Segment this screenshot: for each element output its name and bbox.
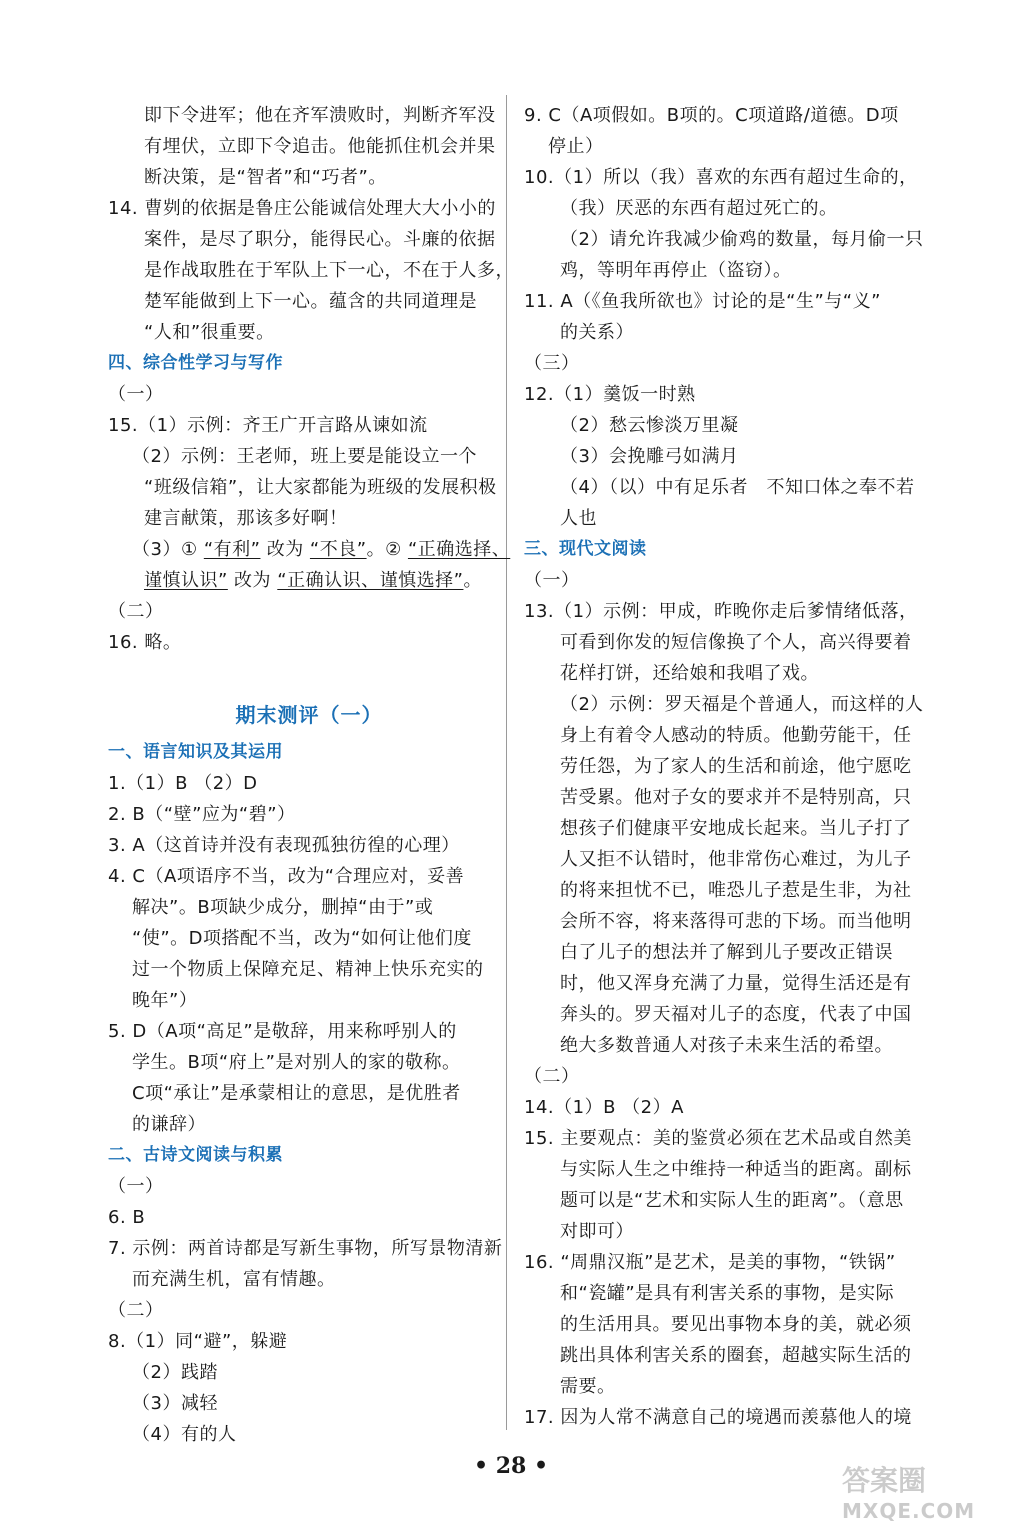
answer-line: “使”。D项搭配不当，改为“如何让他们度 <box>132 928 472 949</box>
answer-line: “班级信箱”，让大家都能为班级的发展积极 <box>144 477 497 498</box>
section-heading: 三、现代文阅读 <box>524 539 647 559</box>
right-column <box>524 100 924 1433</box>
answer-line: 人也 <box>560 508 597 529</box>
answer-line: 6. B <box>108 1207 146 1228</box>
underlined-text: “正确认识、谨慎选择” <box>277 570 464 591</box>
answer-line: 解决”。B项缺少成分，删掉“由于”或 <box>132 897 434 918</box>
answer-line: 而充满生机，富有情趣。 <box>132 1269 336 1290</box>
answer-line: 过一个物质上保障充足、精神上快乐充实的 <box>132 959 484 980</box>
inline-text: 。 <box>463 570 482 591</box>
answer-line: （二） <box>108 601 164 622</box>
q15-part3-prefix: （3）① <box>132 539 204 560</box>
answer-line: 16. 略。 <box>108 632 182 653</box>
answer-line: 9. C（A项假如。B项的。C项道路/道德。D项 <box>524 105 899 126</box>
answer-line: 奔头的。罗天福对儿子的态度，代表了中国 <box>560 1004 912 1025</box>
answer-line: 15. 主要观点：美的鉴赏必须在艺术品或自然美 <box>524 1128 912 1149</box>
answer-line: 即下令进军；他在齐军溃败时，判断齐军没 <box>144 105 496 126</box>
answer-line: 的生活用具。要见出事物本身的美，就必须 <box>560 1314 912 1335</box>
answer-line: 绝大多数普通人对孩子未来生活的希望。 <box>560 1035 893 1056</box>
answer-line: 白了儿子的想法并了解到儿子要改正错误 <box>560 942 893 963</box>
watermark-logo <box>842 1464 1012 1530</box>
answer-line: 对即可） <box>560 1221 634 1242</box>
answer-line: 1.（1）B （2）D <box>108 773 258 794</box>
answer-line: 11. A（《鱼我所欲也》讨论的是“生”与“义” <box>524 291 881 312</box>
answer-line: 时，他又浑身充满了力量，觉得生活还是有 <box>560 973 912 994</box>
answer-line: 13.（1）示例：甲成，昨晚你走后爹情绪低落， <box>524 601 918 622</box>
answer-line: （4）有的人 <box>132 1424 237 1445</box>
answer-line: 停止） <box>548 136 604 157</box>
column-divider <box>506 95 507 1430</box>
answer-line: 4. C（A项语序不当，改为“合理应对，妥善 <box>108 866 465 887</box>
answer-line: 的将来担忧不已，唯恐儿子惹是生非，为社 <box>560 880 912 901</box>
answer-line: 是作战取胜在于军队上下一心，不在于人多， <box>144 260 514 281</box>
section-heading: 二、古诗文阅读与积累 <box>108 1145 283 1165</box>
answer-line: （3）减轻 <box>132 1393 218 1414</box>
answer-line: 晚年”） <box>132 990 198 1011</box>
exam-title: 期末测评（一） <box>235 703 383 727</box>
answer-line: 花样打饼，还给娘和我唱了戏。 <box>560 663 819 684</box>
answer-line: 7. 示例：两首诗都是写新生事物，所写景物清新 <box>108 1238 503 1259</box>
watermark-site: MXQE.COM <box>842 1499 976 1523</box>
answer-line: （一） <box>108 384 164 405</box>
answer-line: 鸡，等明年再停止（盗窃）。 <box>560 260 792 281</box>
answer-line: 10.（1）所以（我）喜欢的东西有超过生命的， <box>524 167 918 188</box>
answer-line: C项“承让”是承蒙相让的意思，是优胜者 <box>132 1083 461 1104</box>
answer-line: 断决策，是“智者”和“巧者”。 <box>144 167 387 188</box>
answer-line: 想孩子们健康平安地成长起来。当儿子打了 <box>560 818 912 839</box>
q15-part3-line1 <box>108 534 511 565</box>
answer-line: 身上有着令人感动的特质。他勤劳能干，任 <box>560 725 912 746</box>
answer-line: 会所不容，将来落得可悲的下场。而当他明 <box>560 911 912 932</box>
answer-line: （一） <box>524 570 580 591</box>
answer-line: 案件，是尽了职分，能得民心。斗廉的依据 <box>144 229 496 250</box>
answer-line: （2）请允许我减少偷鸡的数量，每月偷一只 <box>560 229 924 250</box>
answer-line: （4）（以）中有足乐者 不知口体之奉不若 <box>560 477 915 498</box>
answer-line: 劳任怨，为了家人的生活和前途，他宁愿吃 <box>560 756 912 777</box>
answer-line: 跳出具体利害关系的圈套，超越实际生活的 <box>560 1345 912 1366</box>
answer-line: 建言献策，那该多好啊！ <box>144 508 348 529</box>
underlined-text: “不良” <box>309 539 367 560</box>
answer-line: 2. B（“壁”应为“碧”） <box>108 804 296 825</box>
answer-line: （一） <box>108 1176 164 1197</box>
underlined-text: “正确选择、 <box>407 539 511 560</box>
answer-line: 人又拒不认错时，他非常伤心难过，为儿子 <box>560 849 912 870</box>
answer-line: 和“瓷罐”是具有利害关系的事物，是实际 <box>560 1283 895 1304</box>
answer-line: 17. 因为人常不满意自己的境遇而羡慕他人的境 <box>524 1407 912 1428</box>
answer-line: （2）愁云惨淡万里凝 <box>560 415 739 436</box>
watermark-text: 答案圈 <box>842 1464 927 1497</box>
answer-line: （2）示例：罗天福是个普通人，而这样的人 <box>560 694 924 715</box>
answer-line: （2）践踏 <box>132 1362 218 1383</box>
answer-line: 需要。 <box>560 1376 616 1397</box>
answer-line: 的谦辞） <box>132 1114 206 1135</box>
answer-line: （三） <box>524 353 580 374</box>
section-heading: 一、语言知识及其运用 <box>108 742 283 762</box>
answer-line: （二） <box>108 1300 164 1321</box>
answer-line: 16. “周鼎汉瓶”是艺术，是美的事物，“铁锅” <box>524 1252 896 1273</box>
answer-line: 14.（1）B （2）A <box>524 1097 684 1118</box>
inline-text: 改为 <box>227 570 278 591</box>
answer-line: （二） <box>524 1066 580 1087</box>
underlined-text: 谨慎认识” <box>144 570 228 591</box>
answer-line: 学生。B项“府上”是对别人的家的敬称。 <box>132 1052 461 1073</box>
q15-part3-line2 <box>108 565 490 596</box>
answer-line: 的关系） <box>560 322 634 343</box>
inline-text: 。② <box>366 539 408 560</box>
inline-text: 改为 <box>260 539 310 560</box>
answer-line: （2）示例：王老师，班上要是能设立一个 <box>132 446 477 467</box>
answer-line: 15.（1）示例：齐王广开言路从谏如流 <box>108 415 428 436</box>
answer-line: 题可以是“艺术和实际人生的距离”。（意思 <box>560 1190 904 1211</box>
answer-line: 5. D（A项“高足”是敬辞，用来称呼别人的 <box>108 1021 457 1042</box>
answer-line: 楚军能做到上下一心。蕴含的共同道理是 <box>144 291 477 312</box>
answer-line: 8.（1）同“避”，躲避 <box>108 1331 288 1352</box>
answer-line: 苦受累。他对子女的要求并不是特别高，只 <box>560 787 912 808</box>
answer-line: （3）会挽雕弓如满月 <box>560 446 739 467</box>
answer-line: 14. 曹刿的依据是鲁庄公能诚信处理大大小小的 <box>108 198 496 219</box>
underlined-text: “有利” <box>203 539 261 560</box>
answer-line: （我）厌恶的东西有超过死亡的。 <box>560 198 838 219</box>
answer-line: “人和”很重要。 <box>144 322 275 343</box>
answer-line: 12.（1）羹饭一时熟 <box>524 384 696 405</box>
page-number: • 28 • <box>473 1453 549 1479</box>
answer-line: 3. A（这首诗并没有表现孤独彷徨的心理） <box>108 835 460 856</box>
answer-line: 与实际人生之中维持一种适当的距离。副标 <box>560 1159 912 1180</box>
left-column <box>108 100 514 1450</box>
answer-line: 可看到你发的短信像换了个人，高兴得要着 <box>560 632 912 653</box>
answer-line: 有埋伏，立即下令追击。他能抓住机会并果 <box>144 136 496 157</box>
spacer-line <box>108 658 490 689</box>
section-heading: 四、综合性学习与写作 <box>108 353 283 373</box>
